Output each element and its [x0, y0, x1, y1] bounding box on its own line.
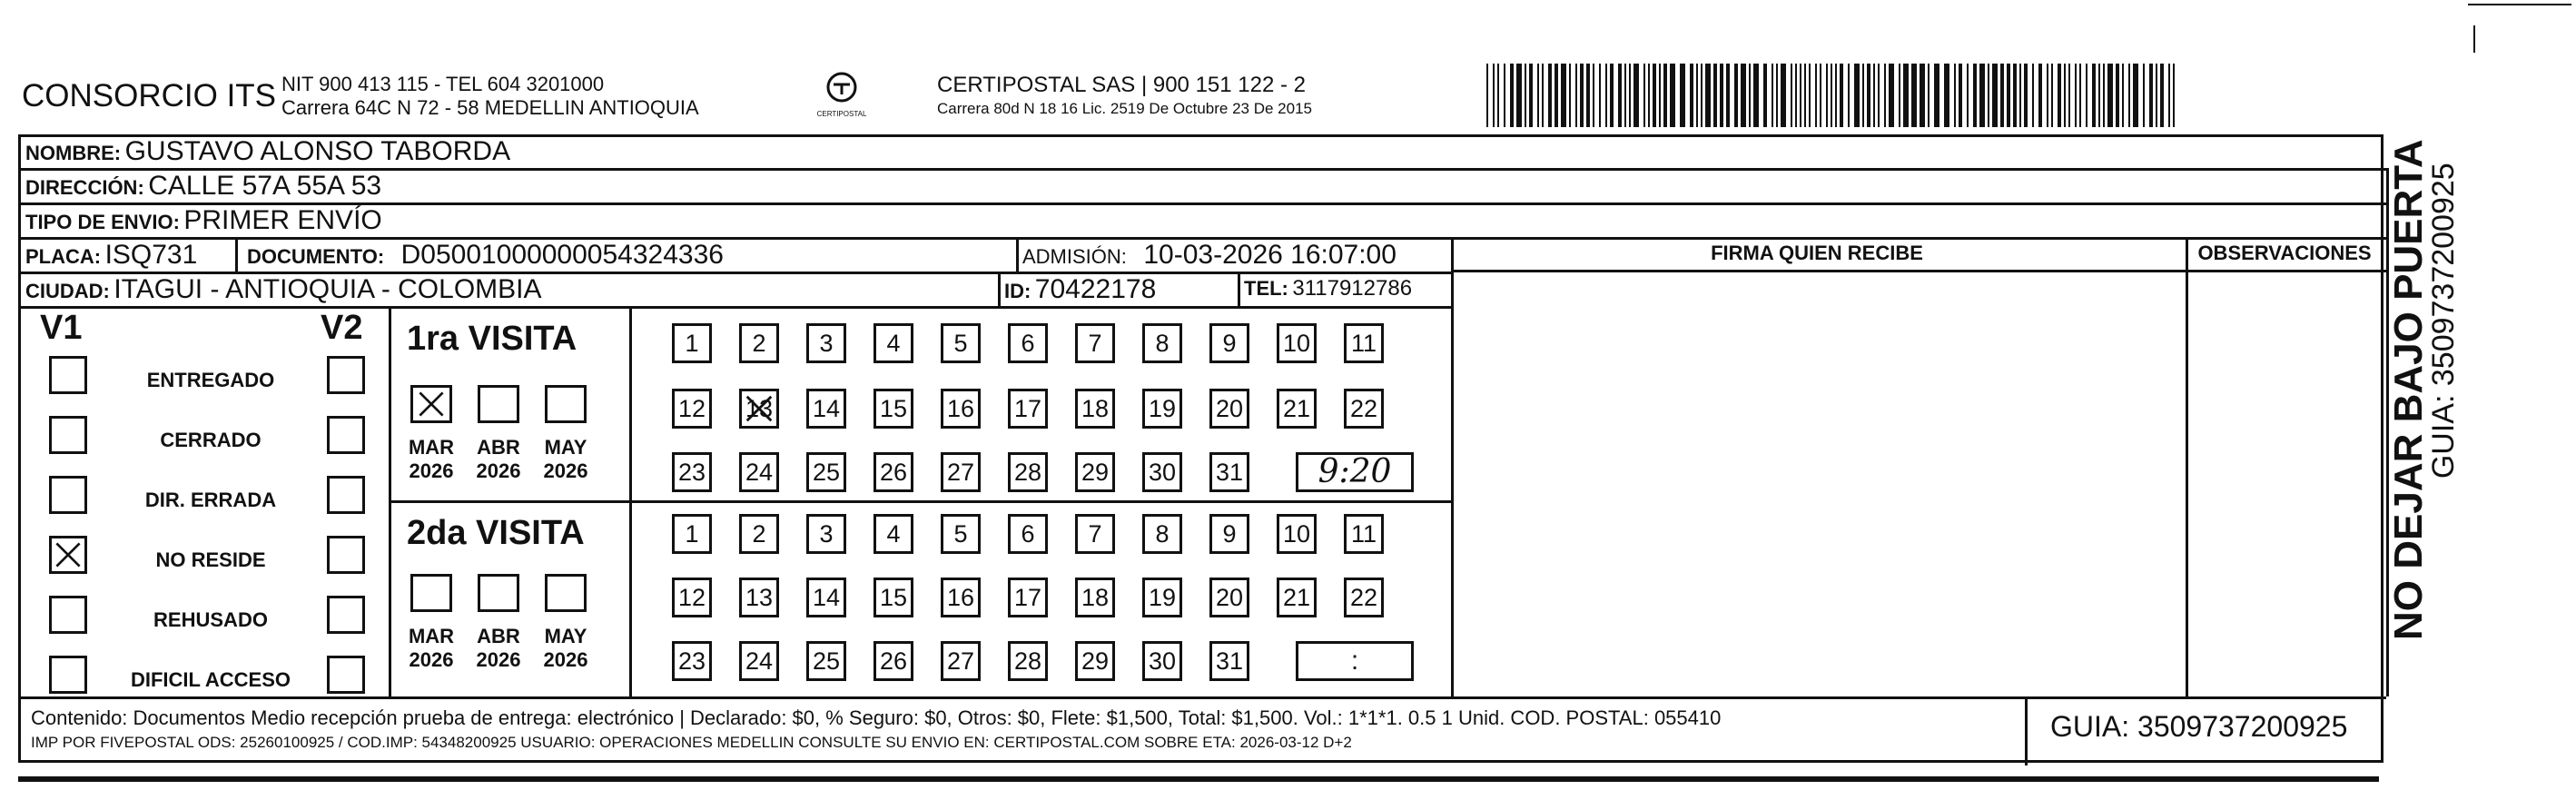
- visit2-day-box[interactable]: 31: [1209, 641, 1249, 681]
- tipo-label: TIPO DE ENVIO:: [25, 211, 180, 233]
- status-label: DIR. ERRADA: [144, 489, 277, 511]
- v1-checkbox[interactable]: [49, 356, 87, 394]
- month-year: 2026: [476, 648, 521, 671]
- visit1-day-box[interactable]: 24: [739, 452, 779, 492]
- visit1-day-box[interactable]: 27: [941, 452, 981, 492]
- admision-label: ADMISIÓN:: [1022, 245, 1127, 268]
- corner-mark-tick: [2473, 25, 2475, 53]
- company-info: [281, 73, 699, 120]
- visit1-day-box[interactable]: 8: [1142, 323, 1182, 363]
- visit1-title: 1ra VISITA: [407, 320, 577, 358]
- visit2-day-box[interactable]: 5: [941, 514, 981, 554]
- visit2-day-box[interactable]: 1: [672, 514, 712, 554]
- side-warning: NO DEJAR BAJO PUERTA: [2386, 139, 2431, 640]
- id-row: [1004, 274, 1156, 305]
- footer-content: Contenido: Documentos Medio recepción prueba de entrega: electrónico | Declarado: $0, % Seguro: $0, Otros: $0, Flete: $1,500, Total: $1,500. Vol.: 1*1*1. 0.5 1 Unid. COD. POSTAL: 055410: [31, 706, 1722, 729]
- visit1-day-box[interactable]: 21: [1277, 389, 1317, 429]
- company-name: CONSORCIO ITS: [22, 78, 277, 114]
- visit1-month-checkbox[interactable]: [410, 385, 452, 423]
- logo-text: CERTIPOSTAL: [816, 110, 867, 118]
- observaciones-header: OBSERVACIONES: [2197, 242, 2372, 264]
- visit1-month-checkbox[interactable]: [478, 385, 519, 423]
- visit2-day-box[interactable]: 12: [672, 578, 712, 617]
- v1-checkbox[interactable]: [49, 416, 87, 454]
- visit1-day-box[interactable]: 29: [1075, 452, 1115, 492]
- side-guia: GUIA: 3509737200925: [2426, 163, 2461, 479]
- visit2-day-box[interactable]: 10: [1277, 514, 1317, 554]
- visit2-day-box[interactable]: 17: [1008, 578, 1048, 617]
- visit2-day-box[interactable]: 22: [1344, 578, 1384, 617]
- visit1-day-box[interactable]: 3: [806, 323, 846, 363]
- visit2-time-box[interactable]: [1296, 641, 1414, 681]
- side-text: [2386, 139, 2462, 640]
- company-nit: NIT 900 413 115 - TEL 604 3201000: [281, 73, 605, 95]
- v2-checkbox[interactable]: [327, 656, 365, 694]
- id-value: 70422178: [1034, 274, 1157, 304]
- row-divider-5: [21, 306, 1451, 309]
- v2-checkbox[interactable]: [327, 356, 365, 394]
- visit1-month-label: [400, 436, 463, 483]
- visit1-day-box[interactable]: 14: [806, 389, 846, 429]
- visit2-day-box[interactable]: 21: [1277, 578, 1317, 617]
- visit1-day-box[interactable]: 13: [739, 389, 779, 429]
- status-label: ENTREGADO: [146, 369, 275, 391]
- visit1-time-box[interactable]: [1296, 452, 1414, 492]
- visit1-day-box[interactable]: 31: [1209, 452, 1249, 492]
- barcode: [1486, 64, 2176, 127]
- visit1-day-box[interactable]: 9: [1209, 323, 1249, 363]
- visit1-day-box[interactable]: 5: [941, 323, 981, 363]
- visit1-day-box[interactable]: 12: [672, 389, 712, 429]
- visit1-day-box[interactable]: 2: [739, 323, 779, 363]
- visit2-day-box[interactable]: 20: [1209, 578, 1249, 617]
- ciudad-label: CIUDAD:: [25, 280, 110, 302]
- visit1-day-box[interactable]: 17: [1008, 389, 1048, 429]
- visit1-day-box[interactable]: 6: [1008, 323, 1048, 363]
- documento-value: D05001000000054324336: [400, 240, 724, 270]
- visit1-day-box[interactable]: 4: [873, 323, 913, 363]
- footer-divider: [21, 696, 2386, 699]
- status-label: REHUSADO: [153, 608, 268, 631]
- visit2-month-checkbox[interactable]: [410, 574, 452, 612]
- month-name: ABR: [477, 625, 520, 647]
- ciudad-value: ITAGUI - ANTIOQUIA - COLOMBIA: [114, 274, 542, 304]
- ciudad-row: [25, 274, 542, 305]
- visit1-time: 9:20: [1318, 453, 1392, 490]
- direccion-value: CALLE 57A 55A 53: [148, 171, 382, 201]
- footer-guia: GUIA: 3509737200925: [2050, 710, 2348, 743]
- courier-address: Carrera 80d N 18 16 Lic. 2519 De Octubre 23 De 2015: [937, 100, 1312, 117]
- visit1-day-box[interactable]: 7: [1075, 323, 1115, 363]
- visit1-day-box[interactable]: 1: [672, 323, 712, 363]
- placa-label: PLACA:: [25, 245, 102, 268]
- corner-mark-line: [2468, 4, 2571, 5]
- certipostal-logo: [813, 69, 871, 118]
- placa-divider: [235, 237, 238, 272]
- direccion-row: [25, 171, 381, 202]
- visit2-day-box[interactable]: 14: [806, 578, 846, 617]
- guia-divider: [2025, 696, 2028, 765]
- id-divider: [998, 272, 1001, 306]
- visit2-day-box[interactable]: 25: [806, 641, 846, 681]
- visit2-month-checkbox[interactable]: [545, 574, 587, 612]
- visit2-day-box[interactable]: 24: [739, 641, 779, 681]
- id-label: ID:: [1004, 280, 1031, 302]
- status-label: CERRADO: [160, 429, 262, 451]
- month-name: MAR: [408, 436, 455, 459]
- visit2-day-box[interactable]: 3: [806, 514, 846, 554]
- month-name: MAY: [544, 436, 587, 459]
- v2-checkbox[interactable]: [327, 596, 365, 634]
- admision-row: [1022, 240, 1397, 271]
- courier-info: [937, 73, 1312, 118]
- v1-checkbox[interactable]: [49, 656, 87, 694]
- visit1-day-box[interactable]: 28: [1008, 452, 1048, 492]
- visit-row-divider: [389, 500, 1451, 503]
- visit2-day-box[interactable]: 7: [1075, 514, 1115, 554]
- visit2-day-box[interactable]: 23: [672, 641, 712, 681]
- month-year: 2026: [409, 648, 454, 671]
- month-name: MAY: [544, 625, 587, 647]
- visit2-day-box[interactable]: 9: [1209, 514, 1249, 554]
- visit2-month-label: [467, 625, 530, 672]
- v1-title: V1: [40, 309, 83, 347]
- visit2-day-box[interactable]: 29: [1075, 641, 1115, 681]
- status-label: DIFICIL ACCESO: [130, 668, 291, 691]
- v1-checkbox[interactable]: [49, 476, 87, 514]
- visit1-day-box[interactable]: 16: [941, 389, 981, 429]
- visit2-day-box[interactable]: 16: [941, 578, 981, 617]
- visit2-day-box[interactable]: 15: [873, 578, 913, 617]
- visit2-day-box[interactable]: 13: [739, 578, 779, 617]
- tel-row: [1244, 276, 1412, 301]
- visit1-day-box[interactable]: 22: [1344, 389, 1384, 429]
- visit1-day-box[interactable]: 19: [1142, 389, 1182, 429]
- logo-icon: [824, 69, 860, 105]
- v2-checkbox[interactable]: [327, 476, 365, 514]
- month-name: MAR: [408, 625, 455, 647]
- sign-header-top: [1451, 237, 2386, 240]
- direccion-label: DIRECCIÓN:: [25, 176, 144, 199]
- v2-checkbox[interactable]: [327, 536, 365, 574]
- placa-row: [25, 240, 197, 271]
- visit1-day-box[interactable]: 30: [1142, 452, 1182, 492]
- placa-value: ISQ731: [104, 240, 198, 270]
- admision-value: 10-03-2026 16:07:00: [1143, 240, 1397, 270]
- visit2-month-label: [400, 625, 463, 672]
- visit2-day-box[interactable]: 4: [873, 514, 913, 554]
- visit2-day-box[interactable]: 28: [1008, 641, 1048, 681]
- tel-divider: [1238, 272, 1240, 306]
- nombre-label: NOMBRE:: [25, 142, 122, 164]
- v2-title: V2: [321, 309, 363, 347]
- visit2-day-box[interactable]: 18: [1075, 578, 1115, 617]
- month-year: 2026: [476, 459, 521, 482]
- nombre-row: [25, 136, 510, 167]
- month-year: 2026: [543, 648, 588, 671]
- visit2-day-box[interactable]: 8: [1142, 514, 1182, 554]
- firma-header: FIRMA QUIEN RECIBE: [1711, 242, 1923, 264]
- v2-checkbox[interactable]: [327, 416, 365, 454]
- visit1-month-label: [534, 436, 597, 483]
- documento-label: DOCUMENTO:: [247, 245, 385, 268]
- signature-area[interactable]: [1451, 270, 2162, 693]
- visit1-day-box[interactable]: 18: [1075, 389, 1115, 429]
- nombre-value: GUSTAVO ALONSO TABORDA: [124, 136, 511, 166]
- visit1-day-box[interactable]: 25: [806, 452, 846, 492]
- visit1-day-box[interactable]: 11: [1344, 323, 1384, 363]
- visit2-day-box[interactable]: 26: [873, 641, 913, 681]
- status-label: NO RESIDE: [155, 548, 266, 571]
- visit2-day-box[interactable]: 6: [1008, 514, 1048, 554]
- observations-area[interactable]: [2186, 270, 2381, 693]
- bottom-rule: [18, 776, 2379, 782]
- tipo-value: PRIMER ENVÍO: [183, 205, 382, 235]
- visit2-title: 2da VISITA: [407, 514, 585, 552]
- v1-checkbox[interactable]: [49, 536, 87, 574]
- visit2-day-box[interactable]: 2: [739, 514, 779, 554]
- tel-value: 3117912786: [1292, 276, 1413, 301]
- month-year: 2026: [543, 459, 588, 482]
- company-address: Carrera 64C N 72 - 58 MEDELLIN ANTIOQUIA: [281, 96, 699, 119]
- tipo-row: [25, 205, 382, 236]
- visit2-month-checkbox[interactable]: [478, 574, 519, 612]
- visit2-day-box[interactable]: 11: [1344, 514, 1384, 554]
- courier-line: CERTIPOSTAL SAS | 900 151 122 - 2: [937, 73, 1306, 97]
- visit1-day-box[interactable]: 20: [1209, 389, 1249, 429]
- visit2-day-box[interactable]: 27: [941, 641, 981, 681]
- v1-checkbox[interactable]: [49, 596, 87, 634]
- visit2-day-box[interactable]: 19: [1142, 578, 1182, 617]
- visit1-day-box[interactable]: 15: [873, 389, 913, 429]
- visit1-day-box[interactable]: 26: [873, 452, 913, 492]
- documento-row: [247, 240, 724, 271]
- month-name: ABR: [477, 436, 520, 459]
- visit2-time: :: [1350, 646, 1359, 676]
- visit2-month-label: [534, 625, 597, 672]
- month-year: 2026: [409, 459, 454, 482]
- visit1-day-box[interactable]: 10: [1277, 323, 1317, 363]
- admision-divider: [1016, 237, 1019, 272]
- visit1-month-label: [467, 436, 530, 483]
- visit1-month-checkbox[interactable]: [545, 385, 587, 423]
- footer-print-info: IMP POR FIVEPOSTAL ODS: 25260100925 / COD.IMP: 54348200925 USUARIO: OPERACIONES MEDELLIN CONSULTE SU ENVIO EN: CERTIPOSTAL.COM SOBRE ETA: 2026-03-12 D+2: [31, 734, 1352, 751]
- visit2-day-box[interactable]: 30: [1142, 641, 1182, 681]
- tel-label: TEL:: [1244, 277, 1288, 300]
- visit1-day-box[interactable]: 23: [672, 452, 712, 492]
